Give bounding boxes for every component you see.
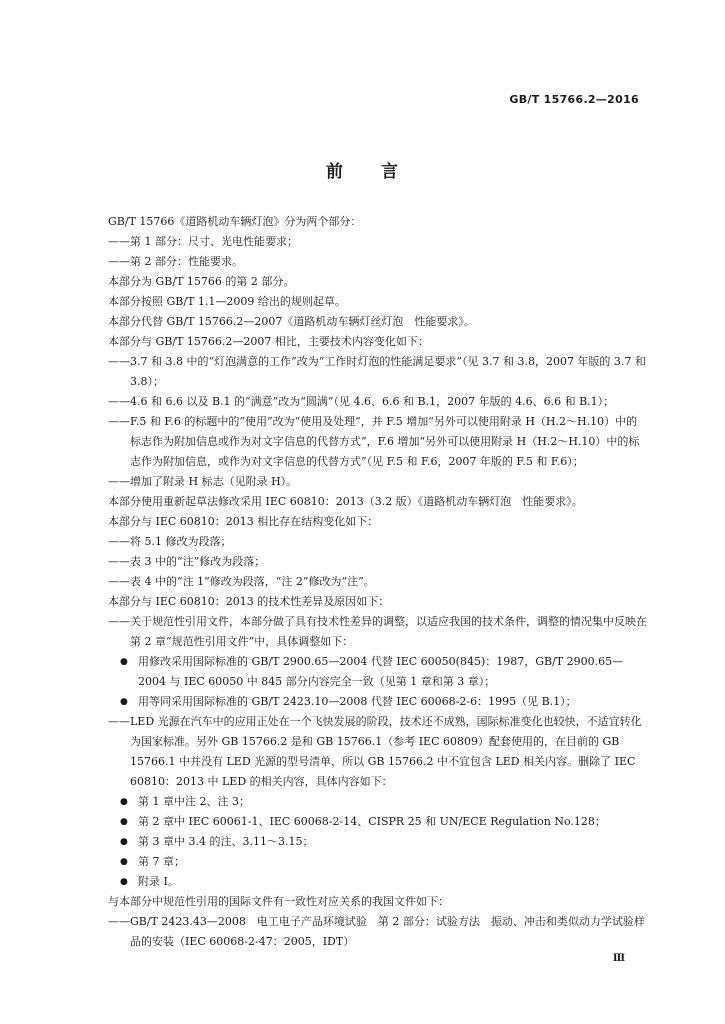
dash-item: ——F.5 和 F.6 的标题中的“使用”改为“使用及处理”，并 F.5 增加“另外可以使用附录 H（H.2～H.10）中的标志作为附加信息或作为对文字信息的代替方式”，F.6 增加“另外可以使用附录 H（H.2～H.10）中的标志作为附加信息，或作为对文字信息的代替方式”（见 F.5 和 F.6，2007 年版的 F.5 和 F.6）； (108, 415, 640, 468)
paragraph: 本部分与 GB/T 15766.2—2007 相比，主要技术内容变化如下： (108, 335, 429, 348)
foreword-body (108, 212, 648, 952)
paragraph: 本部分与 IEC 60810：2013 相比存在结构变化如下： (108, 515, 379, 528)
standard-code: GB/T 15766.2—2016 (509, 93, 639, 106)
bullet-item: ● 用等同采用国际标准的 GB/T 2423.10—2008 代替 IEC 60068-2-6：1995（见 B.1）； (108, 692, 648, 712)
paragraph: 本部分与 IEC 60810：2013 的技术性差异及原因如下： (108, 595, 390, 608)
dash-item: ——将 5.1 修改为段落； (108, 535, 232, 548)
paragraph: 本部分使用重新起草法修改采用 IEC 60810：2013（3.2 版）《道路机动车辆灯泡 性能要求》。 (108, 495, 583, 508)
paragraph: 与本部分中规范性引用的国际文件有一致性对应关系的我国文件如下： (108, 895, 449, 908)
dash-item: ——第 2 部分：性能要求。 (108, 255, 243, 268)
paragraph: 本部分为 GB/T 15766 的第 2 部分。 (108, 275, 295, 288)
bullet-item: ● 用修改采用国际标准的 GB/T 2900.65—2004 代替 IEC 60050(845)：1987，GB/T 2900.65—2004 与 IEC 60050 中 845 部分内容完全一致（见第 1 章和第 3 章）； (108, 652, 648, 692)
bullet-item: ● 第 3 章中 3.4 的注、3.11～3.15； (108, 832, 648, 852)
dash-item: ——4.6 和 6.6 以及 B.1 的“满意”改为“圆满”（见 4.6、6.6 和 B.1，2007 年版的 4.6、6.6 和 B.1）； (108, 395, 615, 408)
dash-item: ——GB/T 2423.43—2008 电工电子产品环境试验 第 2 部分：试验方法 振动、冲击和类似动力学试验样品的安装（IEC 60068-2-47：2005，IDT） (108, 915, 645, 948)
paragraph: 本部分代替 GB/T 15766.2—2007《道路机动车辆灯丝灯泡 性能要求》。 (108, 315, 475, 328)
page-title: 前 言 (326, 162, 399, 182)
paragraph: 本部分按照 GB/T 1.1—2009 给出的规则起草。 (108, 295, 346, 308)
dash-item: ——增加了附录 H 标志（见附录 H）。 (108, 475, 298, 488)
dash-item: ——LED 光源在汽车中的应用正处在一个飞快发展的阶段，技术还不成熟，国际标准变化也较快，不适宜转化为国家标准。另外 GB 15766.2 是和 GB 15766.1（参考 IEC 60809）配套使用的，在目前的 GB 15766.1 中并没有 LED 光源的型号清单，所以 GB 15766.2 中不宜包含 LED 相关内容。删除了 IEC 60810：2013 中 LED 的相关内容，具体内容如下： (108, 715, 642, 788)
dash-item: ——表 4 中的“注 1”修改为段落，“注 2”修改为“注”。 (108, 575, 375, 588)
dash-item: ——关于规范性引用文件，本部分做了具有技术性差异的调整，以适应我国的技术条件，调整的情况集中反映在第 2 章“规范性引用文件”中，具体调整如下： (108, 615, 647, 648)
bullet-item: ● 第 2 章中 IEC 60061-1、IEC 60068-2-14、CISPR 25 和 UN/ECE Regulation No.128； (108, 812, 648, 832)
dash-item: ——3.7 和 3.8 中的“灯泡满意的工作”改为“工作时灯泡的性能满足要求”（见 3.7 和 3.8，2007 年版的 3.7 和 3.8）； (108, 355, 646, 388)
dash-item: ——表 3 中的“注”修改为段落； (108, 555, 266, 568)
page-number: Ⅲ (612, 953, 625, 964)
paragraph: GB/T 15766《道路机动车辆灯泡》分为两个部分： (108, 215, 362, 228)
bullet-item: ● 第 1 章中注 2、注 3； (108, 792, 648, 812)
bullet-item: ● 附录 I。 (108, 872, 648, 892)
dash-item: ——第 1 部分：尺寸、光电性能要求； (108, 235, 298, 248)
bullet-item: ● 第 7 章； (108, 852, 648, 872)
